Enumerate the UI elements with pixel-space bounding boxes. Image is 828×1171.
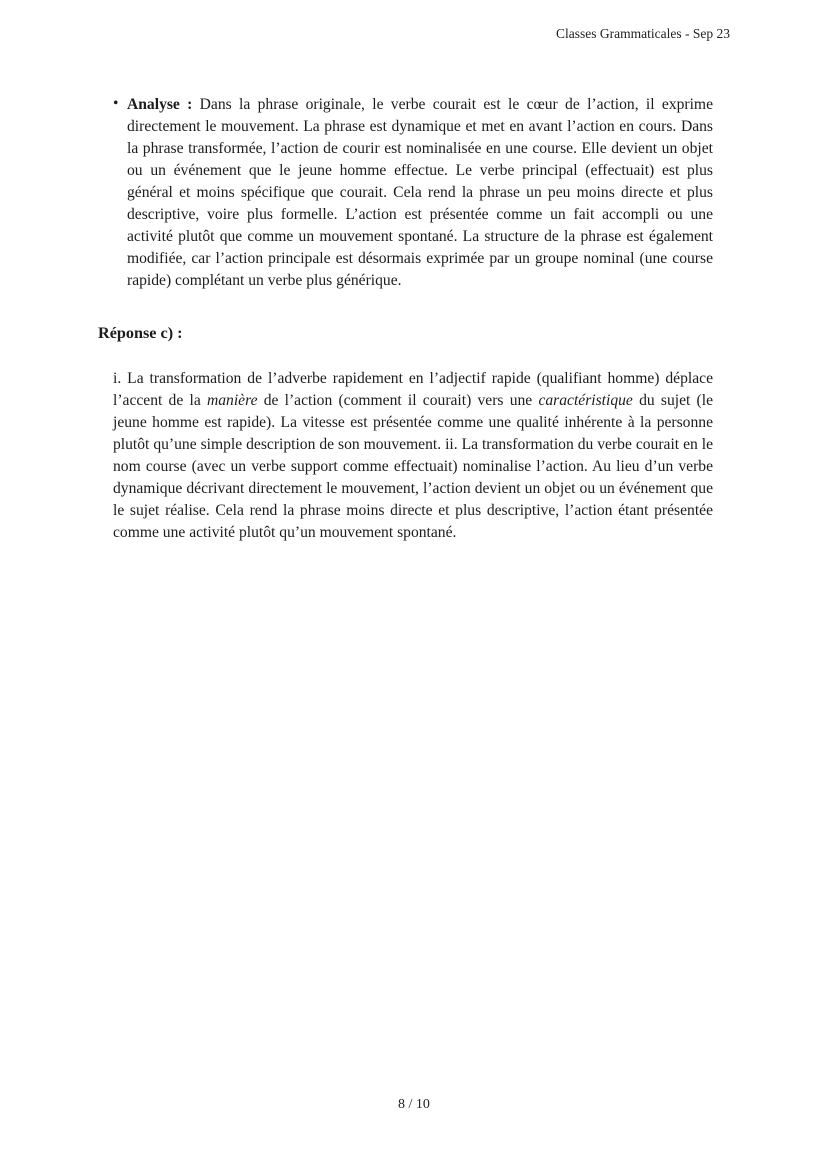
analyse-bullet-item	[113, 94, 713, 292]
answer-italic-maniere: manière	[206, 392, 258, 409]
answer-text-3: du sujet (le jeune homme est rapide). La vitesse est présentée comme une qualité inhérente à la personne plutôt qu’une simple description de son mouvement. ii. La transformation du verbe courait en le nom course (avec un verbe support comme effectuait) nominalise l’action. Au lieu d’un verbe dynamique décrivant directement le mouvement, l’action devient un objet ou un événement que le sujet réalise. Cela rend la phrase moins directe et plus descriptive, l’action étant présentée comme une activité plutôt qu’un mouvement spontané.	[113, 392, 713, 541]
page-header: Classes Grammaticales - Sep 23	[556, 26, 730, 41]
answer-italic-caracteristique: caractéristique	[538, 392, 633, 409]
page-number: 8 / 10	[398, 1097, 430, 1112]
analyse-label: Analyse :	[127, 96, 193, 113]
answer-text-1: i. La transformation de l’adverbe rapidement en l’adjectif rapide (qualifiant homme) déplace l’accent de la	[113, 370, 713, 409]
document-body	[98, 94, 713, 544]
answer-text-2: de l’action (comment il courait) vers une	[257, 392, 539, 409]
reponse-heading: Réponse c) :	[98, 324, 183, 342]
answer-paragraph	[113, 368, 713, 544]
analyse-text: Dans la phrase originale, le verbe courait est le cœur de l’action, il exprime directement le mouvement. La phrase est dynamique et met en avant l’action en cours. Dans la phrase transformée, l’action de courir est nominalisée en une course. Elle devient un objet ou un événement que le jeune homme effectue. Le verbe principal (effectuait) est plus général et moins spécifique que courait. Cela rend la phrase un peu moins directe et plus descriptive, voire plus formelle. L’action est présentée comme un fait accompli ou une activité plutôt que comme un mouvement spontané. La structure de la phrase est également modifiée, car l’action principale est désormais exprimée par un groupe nominal (une course rapide) complétant un verbe plus générique.	[127, 96, 713, 289]
bullet-icon: •	[113, 95, 119, 112]
